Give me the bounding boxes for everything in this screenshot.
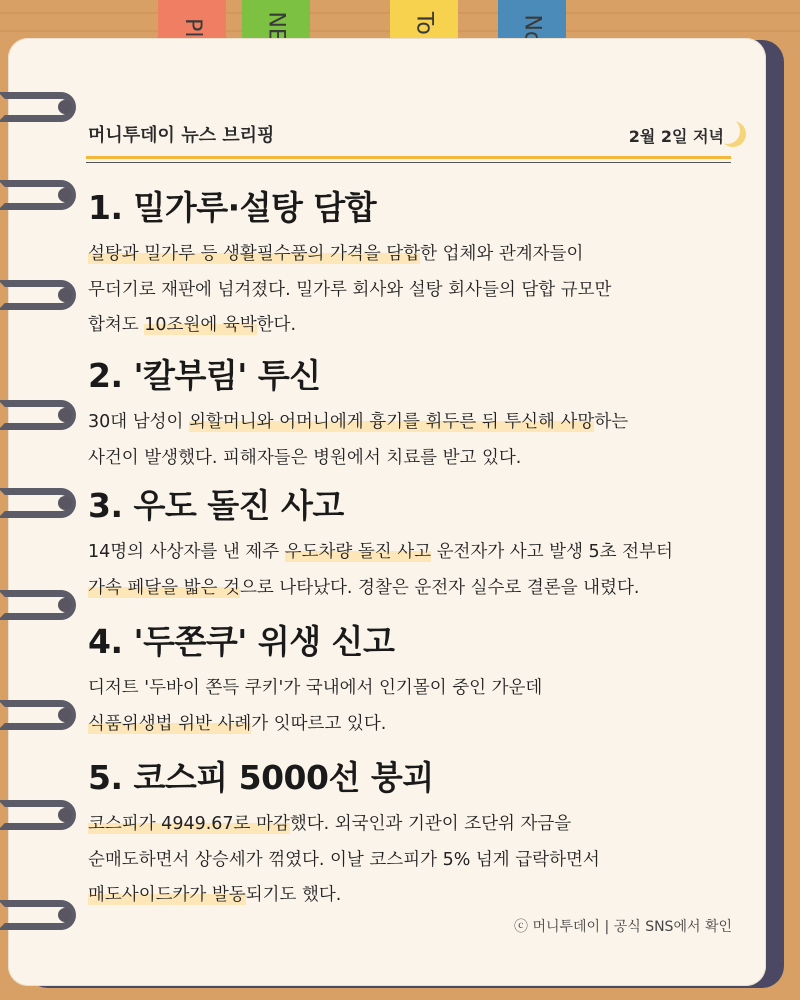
news-item-line bbox=[88, 843, 748, 879]
body-text: 가 잇따르고 있다. bbox=[251, 713, 387, 734]
news-item-body bbox=[88, 535, 748, 606]
spiral-hole bbox=[58, 598, 72, 612]
news-item bbox=[88, 350, 748, 476]
news-item-title: 2. '칼부림' 투신 bbox=[88, 356, 321, 395]
body-text: 순매도하면서 상승세가 꺾였다. 이날 코스피가 5% 넘게 급락하면서 bbox=[88, 849, 600, 870]
news-item-title: 5. 코스피 5000선 붕괴 bbox=[88, 758, 434, 797]
news-item-line bbox=[88, 237, 748, 273]
body-text: 합쳐도 bbox=[88, 315, 145, 335]
body-text: 으로 나타났다. 경찰은 운전자 실수로 결론을 내렸다. bbox=[239, 577, 640, 598]
footer-credit: ⓒ 머니투데이 | 공식 SNS에서 확인 bbox=[514, 919, 732, 935]
news-item-body bbox=[88, 237, 748, 344]
body-text: 한다. bbox=[256, 315, 297, 335]
body-text: 30대 남성이 bbox=[88, 412, 190, 432]
news-item-line bbox=[88, 671, 748, 707]
news-item-line bbox=[88, 308, 748, 344]
news-item bbox=[88, 480, 748, 606]
news-item bbox=[88, 182, 748, 344]
news-item-line bbox=[88, 441, 748, 477]
body-text: 한 업체와 관계자들이 bbox=[420, 244, 584, 264]
spiral-hole bbox=[58, 288, 72, 302]
body-text: 14명의 사상자를 낸 제주 bbox=[88, 542, 285, 562]
highlighted-text: 우도차량 돌진 사고 bbox=[284, 542, 432, 562]
news-item-line bbox=[88, 405, 748, 441]
highlighted-text: 코스피가 4949.67로 마감 bbox=[88, 814, 290, 834]
highlighted-text: 매도사이드카가 발동 bbox=[88, 885, 246, 905]
body-text: 무더기로 재판에 넘겨졌다. 밀가루 회사와 설탕 회사들의 담합 규모만 bbox=[88, 279, 612, 300]
highlighted-text: 설탕과 밀가루 등 생활필수품의 가격을 담합 bbox=[88, 244, 421, 264]
news-item-line bbox=[88, 807, 748, 843]
body-text: 하는 bbox=[594, 412, 629, 432]
spiral-hole bbox=[58, 496, 72, 510]
body-text: 사건이 발생했다. 피해자들은 병원에서 치료를 받고 있다. bbox=[88, 447, 522, 468]
news-item-line bbox=[88, 535, 748, 571]
news-item-body bbox=[88, 671, 748, 742]
news-item-title: 4. '두쫀쿠' 위생 신고 bbox=[88, 622, 395, 661]
highlighted-text: 가속 페달을 밟은 것 bbox=[88, 577, 240, 598]
body-text: 했다. 외국인과 기관이 조단위 자금을 bbox=[289, 814, 572, 834]
spiral-hole bbox=[58, 808, 72, 822]
news-item-body bbox=[88, 807, 748, 914]
page-title: 머니투데이 뉴스 브리핑 bbox=[88, 125, 275, 146]
body-text: 되기도 했다. bbox=[245, 885, 342, 905]
news-item-line bbox=[88, 273, 748, 309]
page-date: 2월 2일 저녁 bbox=[628, 127, 724, 146]
spiral-hole bbox=[58, 188, 72, 202]
spiral-hole bbox=[58, 100, 72, 114]
body-text: 디저트 '두바이 쫀득 쿠키'가 국내에서 인기몰이 중인 가운데 bbox=[88, 678, 543, 698]
news-item-line bbox=[88, 707, 748, 743]
body-text: 운전자가 사고 발생 5초 전부터 bbox=[431, 542, 673, 562]
spiral-hole bbox=[58, 408, 72, 422]
highlighted-text: 10조원에 육박 bbox=[144, 315, 257, 335]
news-item-line bbox=[88, 571, 748, 607]
title-underline-thin bbox=[86, 162, 731, 163]
news-item-title: 3. 우도 돌진 사고 bbox=[88, 486, 344, 525]
news-item-line bbox=[88, 878, 748, 914]
highlighted-text: 외할머니와 어머니에게 흉기를 휘두른 뒤 투신해 사망 bbox=[189, 412, 595, 432]
spiral-hole bbox=[58, 908, 72, 922]
title-underline bbox=[86, 156, 731, 159]
news-item-body bbox=[88, 405, 748, 476]
news-item bbox=[88, 616, 748, 742]
highlighted-text: 식품위생법 위반 사례 bbox=[88, 713, 252, 734]
spiral-hole bbox=[58, 708, 72, 722]
news-item bbox=[88, 752, 748, 914]
news-item-title: 1. 밀가루·설탕 담합 bbox=[88, 188, 377, 227]
